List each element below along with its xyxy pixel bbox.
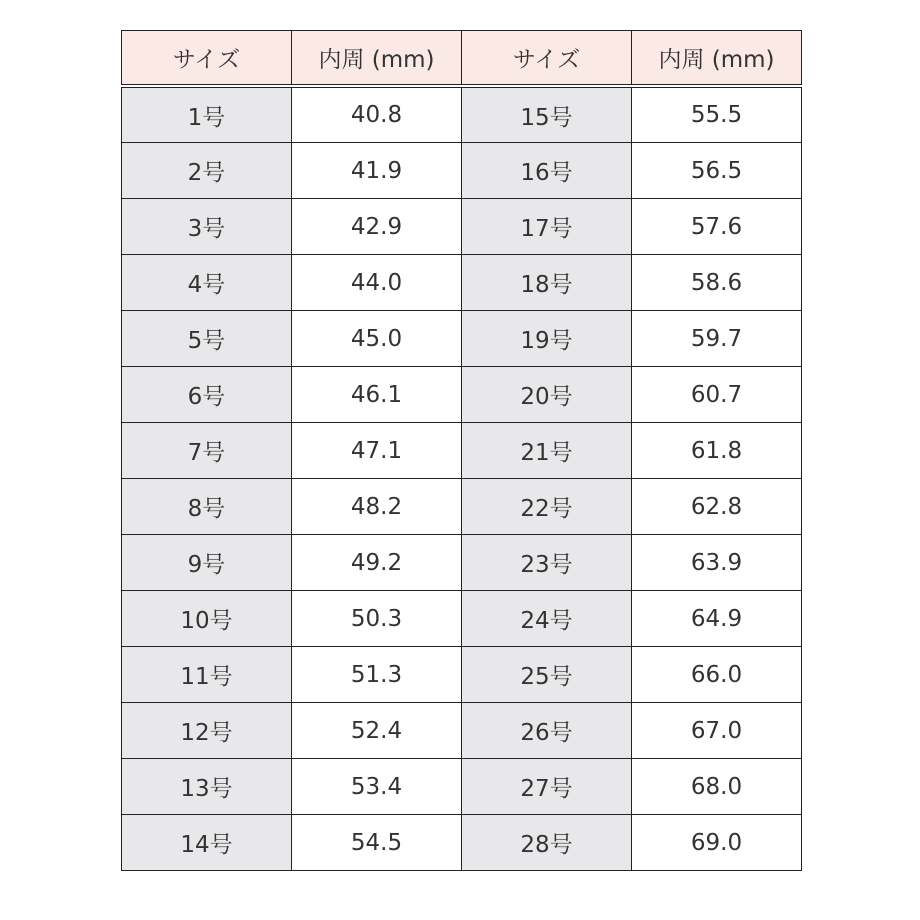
table-row xyxy=(122,759,802,815)
inner-circumference-cell-right: 60.7 xyxy=(632,367,802,423)
header-row xyxy=(122,31,802,87)
table-row xyxy=(122,815,802,871)
inner-circumference-cell-right: 69.0 xyxy=(632,815,802,871)
inner-circumference-cell-left: 49.2 xyxy=(292,535,462,591)
size-cell-left: 3号 xyxy=(122,199,292,255)
size-cell-left: 9号 xyxy=(122,535,292,591)
inner-circumference-cell-left: 50.3 xyxy=(292,591,462,647)
size-cell-left: 12号 xyxy=(122,703,292,759)
size-cell-left: 13号 xyxy=(122,759,292,815)
table-row xyxy=(122,255,802,311)
table-row xyxy=(122,367,802,423)
inner-circumference-cell-left: 48.2 xyxy=(292,479,462,535)
header-size-right: サイズ xyxy=(462,31,632,87)
inner-circumference-cell-left: 45.0 xyxy=(292,311,462,367)
table-row xyxy=(122,199,802,255)
size-cell-right: 16号 xyxy=(462,143,632,199)
size-cell-left: 4号 xyxy=(122,255,292,311)
inner-circumference-cell-right: 66.0 xyxy=(632,647,802,703)
table-row xyxy=(122,423,802,479)
table-row xyxy=(122,479,802,535)
size-cell-right: 17号 xyxy=(462,199,632,255)
table-row xyxy=(122,591,802,647)
table-header xyxy=(122,31,802,87)
inner-circumference-cell-left: 54.5 xyxy=(292,815,462,871)
inner-circumference-cell-right: 68.0 xyxy=(632,759,802,815)
header-inner-circumference-right: 内周 (mm) xyxy=(632,31,802,87)
size-cell-right: 22号 xyxy=(462,479,632,535)
inner-circumference-cell-left: 47.1 xyxy=(292,423,462,479)
inner-circumference-cell-left: 41.9 xyxy=(292,143,462,199)
size-cell-left: 10号 xyxy=(122,591,292,647)
table-row xyxy=(122,143,802,199)
table-row xyxy=(122,703,802,759)
inner-circumference-cell-left: 44.0 xyxy=(292,255,462,311)
table-body xyxy=(122,86,802,871)
size-cell-left: 1号 xyxy=(122,86,292,143)
inner-circumference-cell-right: 61.8 xyxy=(632,423,802,479)
inner-circumference-cell-right: 55.5 xyxy=(632,86,802,143)
inner-circumference-cell-right: 56.5 xyxy=(632,143,802,199)
size-cell-left: 5号 xyxy=(122,311,292,367)
size-cell-left: 8号 xyxy=(122,479,292,535)
inner-circumference-cell-right: 57.6 xyxy=(632,199,802,255)
table-row xyxy=(122,86,802,143)
inner-circumference-cell-right: 62.8 xyxy=(632,479,802,535)
size-cell-left: 14号 xyxy=(122,815,292,871)
inner-circumference-cell-left: 53.4 xyxy=(292,759,462,815)
table-row xyxy=(122,647,802,703)
table-row xyxy=(122,535,802,591)
inner-circumference-cell-left: 46.1 xyxy=(292,367,462,423)
size-cell-left: 7号 xyxy=(122,423,292,479)
size-cell-right: 20号 xyxy=(462,367,632,423)
size-cell-left: 2号 xyxy=(122,143,292,199)
size-cell-right: 25号 xyxy=(462,647,632,703)
inner-circumference-cell-left: 51.3 xyxy=(292,647,462,703)
size-cell-right: 26号 xyxy=(462,703,632,759)
size-cell-left: 11号 xyxy=(122,647,292,703)
size-cell-right: 24号 xyxy=(462,591,632,647)
size-cell-right: 15号 xyxy=(462,86,632,143)
size-cell-right: 28号 xyxy=(462,815,632,871)
inner-circumference-cell-left: 42.9 xyxy=(292,199,462,255)
inner-circumference-cell-right: 67.0 xyxy=(632,703,802,759)
size-cell-right: 21号 xyxy=(462,423,632,479)
size-cell-right: 27号 xyxy=(462,759,632,815)
inner-circumference-cell-left: 40.8 xyxy=(292,86,462,143)
header-size-left: サイズ xyxy=(122,31,292,87)
size-cell-right: 23号 xyxy=(462,535,632,591)
inner-circumference-cell-left: 52.4 xyxy=(292,703,462,759)
ring-size-table xyxy=(121,30,802,871)
inner-circumference-cell-right: 63.9 xyxy=(632,535,802,591)
size-cell-left: 6号 xyxy=(122,367,292,423)
header-inner-circumference-left: 内周 (mm) xyxy=(292,31,462,87)
table-row xyxy=(122,311,802,367)
size-cell-right: 18号 xyxy=(462,255,632,311)
size-cell-right: 19号 xyxy=(462,311,632,367)
inner-circumference-cell-right: 59.7 xyxy=(632,311,802,367)
inner-circumference-cell-right: 58.6 xyxy=(632,255,802,311)
inner-circumference-cell-right: 64.9 xyxy=(632,591,802,647)
